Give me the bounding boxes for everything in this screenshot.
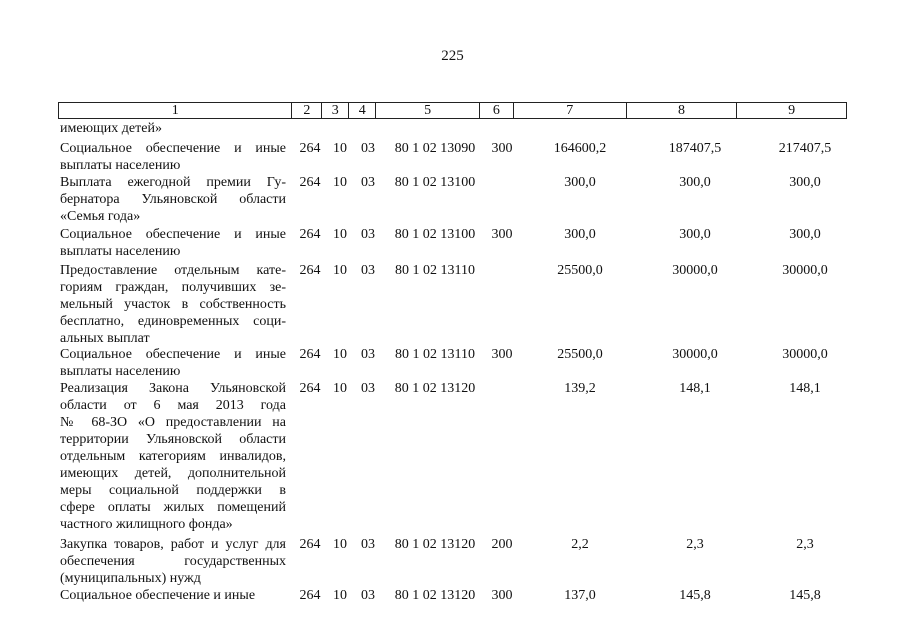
row-name-line: выплаты населению bbox=[60, 364, 181, 379]
cell-col-5: 80 1 02 13120 bbox=[394, 537, 476, 552]
cell-col-7: 139,2 bbox=[564, 381, 596, 396]
cell-col-9: 300,0 bbox=[789, 227, 821, 242]
row-name-line: (муниципальных) нужд bbox=[60, 571, 201, 586]
cell-col-7: 300,0 bbox=[564, 227, 596, 242]
row-name-line: Социальное обеспечение и иные bbox=[60, 347, 286, 362]
header-col-4: 4 bbox=[348, 103, 375, 118]
cell-col-4: 03 bbox=[361, 537, 375, 552]
row-name-line: Реализация Закона Ульяновской bbox=[60, 381, 286, 396]
cell-col-2: 264 bbox=[299, 263, 321, 278]
header-col-9: 9 bbox=[736, 103, 846, 118]
cell-col-4: 03 bbox=[361, 175, 375, 190]
cell-col-2: 264 bbox=[299, 175, 321, 190]
cell-col-7: 300,0 bbox=[564, 175, 596, 190]
cell-col-2: 264 bbox=[299, 588, 321, 603]
cell-col-8: 300,0 bbox=[679, 175, 711, 190]
row-name-line: гориям граждан, получивших зе- bbox=[60, 280, 286, 295]
cell-col-7: 137,0 bbox=[564, 588, 596, 603]
cell-col-9: 145,8 bbox=[789, 588, 821, 603]
header-col-6: 6 bbox=[479, 103, 513, 118]
cell-col-4: 03 bbox=[361, 141, 375, 156]
cell-col-4: 03 bbox=[361, 588, 375, 603]
cell-col-3: 10 bbox=[333, 227, 347, 242]
cell-col-8: 187407,5 bbox=[668, 141, 722, 156]
cell-col-8: 30000,0 bbox=[672, 263, 718, 278]
cell-col-9: 30000,0 bbox=[782, 347, 828, 362]
row-name-line: отдельным категориям инвалидов, bbox=[60, 449, 286, 464]
cell-col-6: 300 bbox=[491, 588, 513, 603]
row-name bbox=[60, 346, 286, 380]
cell-col-2: 264 bbox=[299, 537, 321, 552]
cell-col-3: 10 bbox=[333, 263, 347, 278]
cell-col-9: 217407,5 bbox=[778, 141, 832, 156]
header-col-3: 3 bbox=[321, 103, 348, 118]
row-name-line: Социальное обеспечение и иные bbox=[60, 227, 286, 242]
cell-col-4: 03 bbox=[361, 347, 375, 362]
cell-col-5: 80 1 02 13090 bbox=[394, 141, 476, 156]
cell-col-7: 164600,2 bbox=[553, 141, 607, 156]
row-name-line: Социальное обеспечение и иные bbox=[60, 141, 286, 156]
cell-col-4: 03 bbox=[361, 227, 375, 242]
row-name-line: сфере оплаты жилых помещений bbox=[60, 500, 286, 515]
row-name-line: частного жилищного фонда» bbox=[60, 517, 233, 532]
row-name-line: «Семья года» bbox=[60, 209, 141, 224]
cell-col-5: 80 1 02 13100 bbox=[394, 175, 476, 190]
table-header bbox=[58, 102, 847, 119]
row-name-line: Предоставление отдельным кате- bbox=[60, 263, 286, 278]
row-name-line: Социальное обеспечение и иные bbox=[60, 588, 256, 603]
header-col-5: 5 bbox=[375, 103, 479, 118]
header-col-1: 1 bbox=[171, 103, 179, 118]
cell-col-3: 10 bbox=[333, 381, 347, 396]
cell-col-6: 300 bbox=[491, 347, 513, 362]
row-name-line: Закупка товаров, работ и услуг для bbox=[60, 537, 286, 552]
cell-col-6: 200 bbox=[491, 537, 513, 552]
row-name-line: территории Ульяновской области bbox=[60, 432, 286, 447]
row-name bbox=[60, 262, 286, 347]
cell-col-3: 10 bbox=[333, 588, 347, 603]
cell-col-9: 30000,0 bbox=[782, 263, 828, 278]
cell-col-2: 264 bbox=[299, 227, 321, 242]
row-name-line: обеспечения государственных bbox=[60, 554, 286, 569]
cell-col-6: 300 bbox=[491, 227, 513, 242]
row-name-line: бесплатно, единовременных соци- bbox=[60, 314, 286, 329]
cell-col-5: 80 1 02 13100 bbox=[394, 227, 476, 242]
cell-col-8: 300,0 bbox=[679, 227, 711, 242]
cell-col-3: 10 bbox=[333, 175, 347, 190]
cell-col-7: 25500,0 bbox=[557, 347, 603, 362]
row-name-line: бернатора Ульяновской области bbox=[60, 192, 286, 207]
cell-col-2: 264 bbox=[299, 141, 321, 156]
cell-col-5: 80 1 02 13110 bbox=[395, 263, 475, 278]
page-number: 225 bbox=[441, 48, 464, 64]
cell-col-2: 264 bbox=[299, 347, 321, 362]
cell-col-6: 300 bbox=[491, 141, 513, 156]
cell-col-5: 80 1 02 13120 bbox=[394, 381, 476, 396]
cell-col-8: 30000,0 bbox=[672, 347, 718, 362]
cell-col-7: 2,2 bbox=[571, 537, 589, 552]
header-col-2: 2 bbox=[291, 103, 321, 118]
header-col-7: 7 bbox=[513, 103, 626, 118]
row-name-line: № 68-ЗО «О предоставлении на bbox=[60, 415, 286, 430]
row-name-line: имеющих детей» bbox=[60, 121, 162, 136]
row-name-line: имеющих детей, дополнительной bbox=[60, 466, 286, 481]
row-name-line: области от 6 мая 2013 года bbox=[60, 398, 286, 413]
row-name bbox=[60, 536, 286, 587]
header-col-8: 8 bbox=[626, 103, 737, 118]
cell-col-3: 10 bbox=[333, 537, 347, 552]
row-name-line: Выплата ежегодной премии Гу- bbox=[60, 175, 286, 190]
row-name bbox=[60, 226, 286, 260]
row-name-line: выплаты населению bbox=[60, 244, 181, 259]
row-name bbox=[60, 380, 286, 533]
row-name bbox=[60, 120, 286, 137]
cell-col-3: 10 bbox=[333, 347, 347, 362]
cell-col-9: 2,3 bbox=[796, 537, 814, 552]
row-name-line: меры социальной поддержки в bbox=[60, 483, 286, 498]
cell-col-5: 80 1 02 13110 bbox=[395, 347, 475, 362]
row-name-line: выплаты населению bbox=[60, 158, 181, 173]
cell-col-9: 148,1 bbox=[789, 381, 821, 396]
cell-col-4: 03 bbox=[361, 263, 375, 278]
cell-col-3: 10 bbox=[333, 141, 347, 156]
cell-col-4: 03 bbox=[361, 381, 375, 396]
cell-col-5: 80 1 02 13120 bbox=[394, 588, 476, 603]
row-name bbox=[60, 174, 286, 225]
row-name bbox=[60, 140, 286, 174]
row-name bbox=[60, 587, 286, 604]
cell-col-8: 2,3 bbox=[686, 537, 704, 552]
row-name-line: альных выплат bbox=[60, 331, 150, 346]
cell-col-7: 25500,0 bbox=[557, 263, 603, 278]
cell-col-9: 300,0 bbox=[789, 175, 821, 190]
cell-col-8: 148,1 bbox=[679, 381, 711, 396]
row-name-line: мельный участок в собственность bbox=[60, 297, 286, 312]
cell-col-2: 264 bbox=[299, 381, 321, 396]
cell-col-8: 145,8 bbox=[679, 588, 711, 603]
